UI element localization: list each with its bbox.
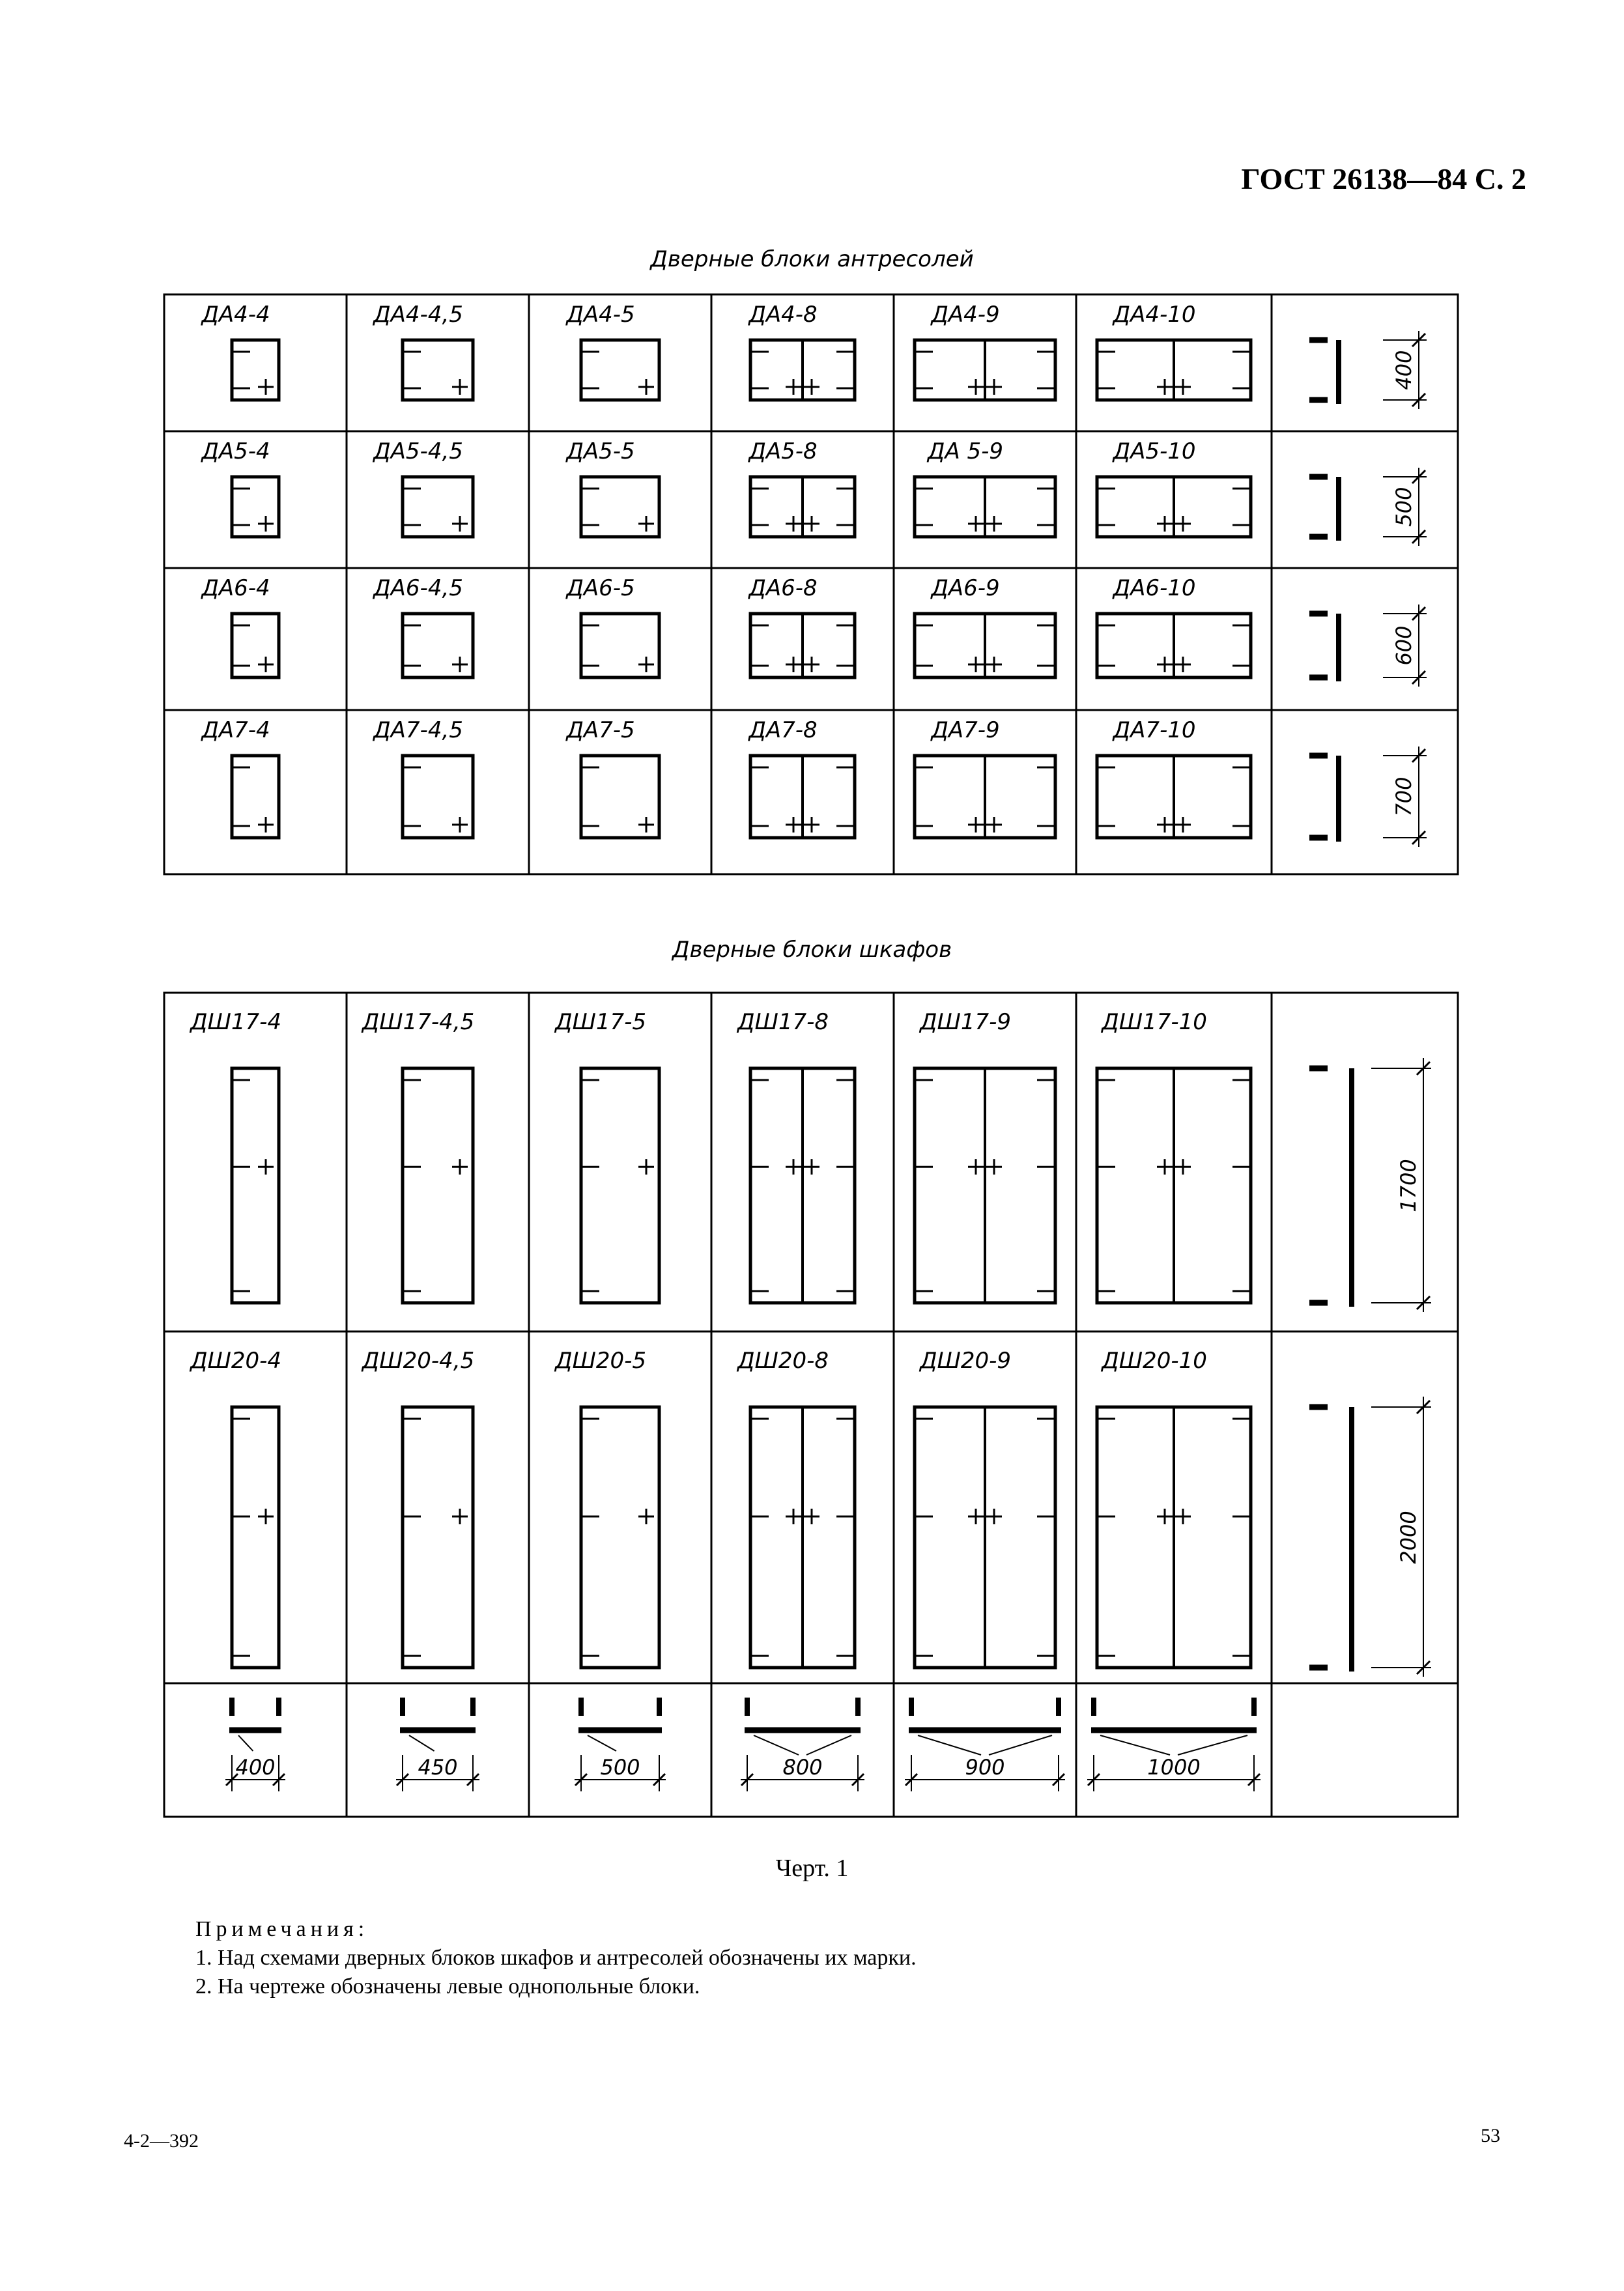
door-label: ДА6-4 [201, 575, 270, 601]
door-scheme [581, 614, 659, 677]
door-label: ДА7-10 [1113, 717, 1196, 743]
door-label: ДШ20-8 [737, 1348, 829, 1374]
swing-line [238, 1735, 253, 1751]
door-scheme [403, 1068, 473, 1303]
swing-line [1100, 1735, 1170, 1755]
width-value: 450 [418, 1755, 458, 1780]
door-label: ДШ20-10 [1102, 1348, 1207, 1374]
dimension-value: 1700 [1396, 1159, 1421, 1212]
door-label: ДШ20-4,5 [362, 1348, 475, 1374]
door-label: ДА7-9 [931, 717, 1000, 743]
width-value: 900 [965, 1755, 1005, 1780]
swing-line [806, 1735, 851, 1755]
dimension-value: 2000 [1396, 1511, 1421, 1564]
door-label: ДА5-5 [566, 438, 635, 464]
door-label: ДШ17-5 [554, 1009, 647, 1035]
footer-code: 4-2—392 [124, 2130, 199, 2152]
width-value: 1000 [1147, 1755, 1201, 1780]
door-label: ДА 5-9 [927, 438, 1004, 464]
door-label: ДШ17-10 [1102, 1009, 1207, 1035]
door-label: ДА6-4,5 [373, 575, 463, 601]
door-scheme [232, 477, 279, 537]
door-scheme [232, 1407, 279, 1668]
door-scheme [581, 1068, 659, 1303]
door-scheme [403, 614, 473, 677]
door-label: ДА5-4 [201, 438, 270, 464]
note-2: 2. На чертеже обозначены левые однопольные блоки. [195, 1974, 700, 1999]
door-label: ДА6-8 [748, 575, 818, 601]
door-scheme [403, 477, 473, 537]
page-header: ГОСТ 26138—84 С. 2 [1241, 162, 1526, 195]
swing-line [1178, 1735, 1247, 1755]
notes [195, 1915, 917, 2001]
swing-line [409, 1735, 434, 1751]
width-value: 400 [235, 1755, 276, 1780]
door-label: ДА7-5 [566, 717, 635, 743]
door-label: ДА5-8 [748, 438, 818, 464]
door-label: ДА5-4,5 [373, 438, 463, 464]
door-label: ДА4-9 [931, 302, 1000, 328]
door-scheme [581, 340, 659, 400]
door-scheme [581, 1407, 659, 1668]
swing-line [918, 1735, 981, 1755]
door-scheme [232, 614, 279, 677]
door-scheme [403, 340, 473, 400]
swing-line [754, 1735, 799, 1755]
swing-line [989, 1735, 1052, 1755]
door-scheme [232, 340, 279, 400]
swing-line [588, 1735, 616, 1751]
door-label: ДА7-4 [201, 717, 270, 743]
width-value: 500 [600, 1755, 640, 1780]
note-1: 1. Над схемами дверных блоков шкафов и антресолей обозначены их марки. [195, 1946, 917, 1970]
door-label: ДА5-10 [1113, 438, 1196, 464]
page-number: 53 [1481, 2125, 1500, 2146]
dimension-value: 500 [1391, 487, 1416, 527]
section-caption-antresol: Дверные блоки антресолей [650, 246, 974, 272]
notes-title: Примечания: [195, 1917, 369, 1941]
door-label: ДА4-8 [748, 302, 818, 328]
door-label: ДШ20-4 [190, 1348, 282, 1374]
door-label: ДА6-5 [566, 575, 635, 601]
door-label: ДА4-4 [201, 302, 270, 328]
width-value: 800 [782, 1755, 823, 1780]
door-label: ДШ17-9 [919, 1009, 1012, 1035]
door-label: ДШ20-9 [919, 1348, 1012, 1374]
dimension-value: 600 [1391, 625, 1416, 666]
dimension-value: 700 [1391, 776, 1416, 817]
door-label: ДА4-10 [1113, 302, 1196, 328]
table-cabinet-border [164, 993, 1458, 1817]
door-scheme [232, 1068, 279, 1303]
door-scheme [403, 1407, 473, 1668]
door-label: ДШ17-8 [737, 1009, 829, 1035]
door-label: ДШ20-5 [554, 1348, 647, 1374]
door-label: ДА4-5 [566, 302, 635, 328]
door-label: ДА7-8 [748, 717, 818, 743]
door-scheme [581, 477, 659, 537]
door-label: ДШ17-4,5 [362, 1009, 475, 1035]
section-caption-cabinet: Дверные блоки шкафов [672, 937, 952, 963]
door-label: ДА7-4,5 [373, 717, 463, 743]
figure-label: Черт. 1 [775, 1855, 849, 1882]
door-label: ДА4-4,5 [373, 302, 463, 328]
dimension-value: 400 [1391, 350, 1416, 390]
door-label: ДА6-9 [931, 575, 1000, 601]
door-label: ДА6-10 [1113, 575, 1196, 601]
door-label: ДШ17-4 [190, 1009, 282, 1035]
